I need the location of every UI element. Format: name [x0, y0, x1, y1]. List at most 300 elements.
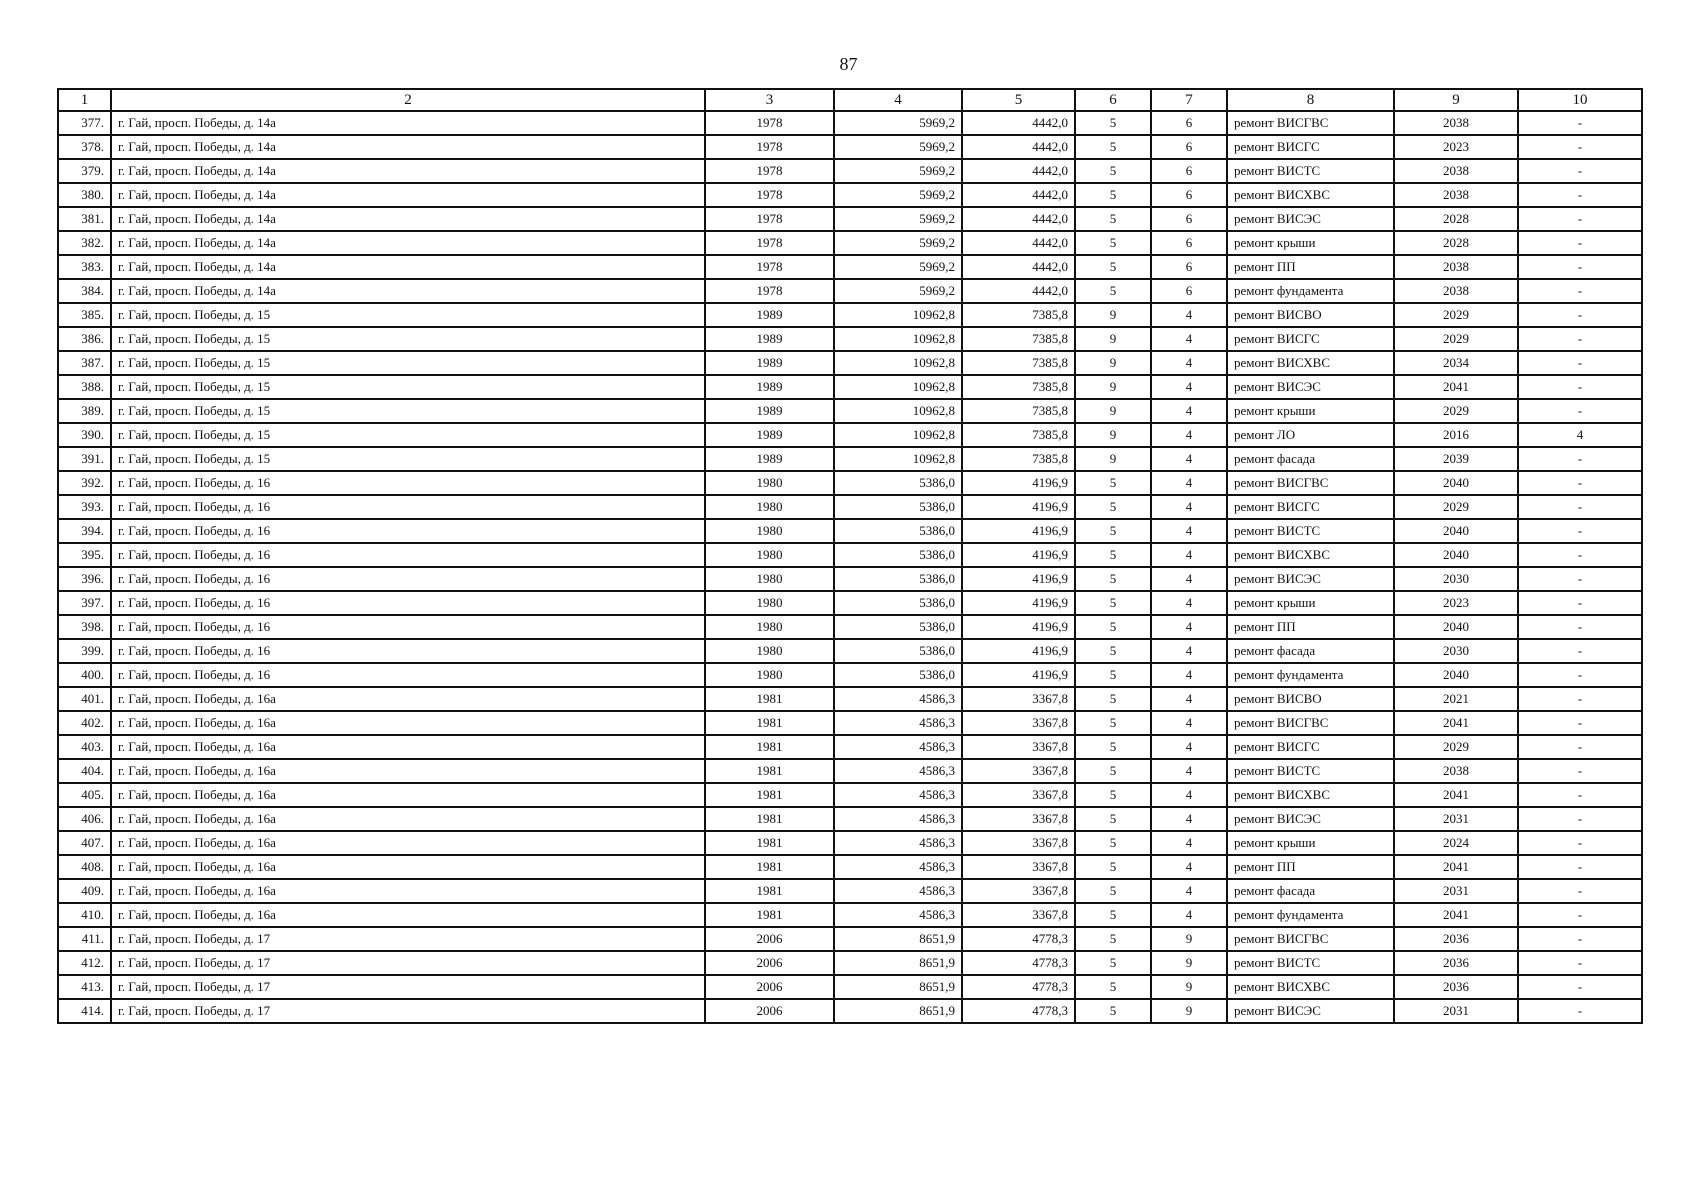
address-cell: г. Гай, просп. Победы, д. 14а: [111, 183, 705, 207]
floors-cell: 5: [1075, 687, 1151, 711]
entrances-cell: 4: [1151, 783, 1227, 807]
entrances-cell: 6: [1151, 159, 1227, 183]
living-area-cell: 7385,8: [962, 303, 1075, 327]
table-row: [58, 471, 1642, 495]
total-area-cell: 4586,3: [834, 855, 962, 879]
planned-year-cell: 2036: [1394, 975, 1518, 999]
column-header: 10: [1518, 89, 1642, 111]
entrances-cell: 9: [1151, 999, 1227, 1023]
entrances-cell: 4: [1151, 567, 1227, 591]
living-area-cell: 4442,0: [962, 135, 1075, 159]
row-number-cell: 392.: [58, 471, 111, 495]
row-number-cell: 402.: [58, 711, 111, 735]
address-cell: г. Гай, просп. Победы, д. 14а: [111, 111, 705, 135]
floors-cell: 5: [1075, 831, 1151, 855]
header-row: [58, 89, 1642, 111]
year-built-cell: 2006: [705, 975, 834, 999]
total-area-cell: 4586,3: [834, 711, 962, 735]
row-number-cell: 410.: [58, 903, 111, 927]
floors-cell: 5: [1075, 927, 1151, 951]
column-10-cell: -: [1518, 735, 1642, 759]
table-container: [57, 88, 1643, 1024]
table-row: [58, 663, 1642, 687]
planned-year-cell: 2036: [1394, 927, 1518, 951]
year-built-cell: 1989: [705, 447, 834, 471]
address-cell: г. Гай, просп. Победы, д. 16: [111, 591, 705, 615]
table-row: [58, 303, 1642, 327]
column-10-cell: -: [1518, 327, 1642, 351]
address-cell: г. Гай, просп. Победы, д. 16: [111, 543, 705, 567]
work-type-cell: ремонт ВИСЭС: [1227, 207, 1394, 231]
table-row: [58, 447, 1642, 471]
living-area-cell: 3367,8: [962, 831, 1075, 855]
living-area-cell: 4778,3: [962, 975, 1075, 999]
living-area-cell: 7385,8: [962, 351, 1075, 375]
planned-year-cell: 2041: [1394, 903, 1518, 927]
table-row: [58, 807, 1642, 831]
floors-cell: 5: [1075, 615, 1151, 639]
year-built-cell: 1980: [705, 567, 834, 591]
address-cell: г. Гай, просп. Победы, д. 16: [111, 519, 705, 543]
entrances-cell: 4: [1151, 831, 1227, 855]
year-built-cell: 1980: [705, 519, 834, 543]
year-built-cell: 1980: [705, 471, 834, 495]
planned-year-cell: 2041: [1394, 711, 1518, 735]
table-row: [58, 135, 1642, 159]
work-type-cell: ремонт ВИСХВС: [1227, 543, 1394, 567]
row-number-cell: 401.: [58, 687, 111, 711]
planned-year-cell: 2029: [1394, 399, 1518, 423]
table-row: [58, 615, 1642, 639]
table-row: [58, 495, 1642, 519]
total-area-cell: 10962,8: [834, 351, 962, 375]
work-type-cell: ремонт ВИСГВС: [1227, 711, 1394, 735]
total-area-cell: 4586,3: [834, 783, 962, 807]
row-number-cell: 399.: [58, 639, 111, 663]
work-type-cell: ремонт фасада: [1227, 447, 1394, 471]
total-area-cell: 5386,0: [834, 567, 962, 591]
work-type-cell: ремонт ВИСТС: [1227, 159, 1394, 183]
floors-cell: 5: [1075, 495, 1151, 519]
year-built-cell: 1980: [705, 543, 834, 567]
column-header: 4: [834, 89, 962, 111]
total-area-cell: 4586,3: [834, 687, 962, 711]
total-area-cell: 10962,8: [834, 423, 962, 447]
table-row: [58, 423, 1642, 447]
table-row: [58, 951, 1642, 975]
column-10-cell: -: [1518, 303, 1642, 327]
column-10-cell: -: [1518, 687, 1642, 711]
work-type-cell: ремонт ВИСГС: [1227, 135, 1394, 159]
living-area-cell: 4196,9: [962, 639, 1075, 663]
row-number-cell: 389.: [58, 399, 111, 423]
living-area-cell: 7385,8: [962, 423, 1075, 447]
planned-year-cell: 2038: [1394, 183, 1518, 207]
total-area-cell: 5969,2: [834, 183, 962, 207]
entrances-cell: 4: [1151, 615, 1227, 639]
living-area-cell: 4778,3: [962, 927, 1075, 951]
column-header: 3: [705, 89, 834, 111]
year-built-cell: 1980: [705, 639, 834, 663]
column-10-cell: -: [1518, 711, 1642, 735]
column-header: 9: [1394, 89, 1518, 111]
total-area-cell: 8651,9: [834, 951, 962, 975]
row-number-cell: 386.: [58, 327, 111, 351]
row-number-cell: 408.: [58, 855, 111, 879]
work-type-cell: ремонт ВИСГВС: [1227, 471, 1394, 495]
year-built-cell: 1989: [705, 375, 834, 399]
year-built-cell: 1981: [705, 831, 834, 855]
entrances-cell: 6: [1151, 183, 1227, 207]
floors-cell: 5: [1075, 111, 1151, 135]
address-cell: г. Гай, просп. Победы, д. 14а: [111, 279, 705, 303]
year-built-cell: 1981: [705, 903, 834, 927]
table-row: [58, 159, 1642, 183]
entrances-cell: 4: [1151, 303, 1227, 327]
entrances-cell: 6: [1151, 255, 1227, 279]
entrances-cell: 4: [1151, 807, 1227, 831]
row-number-cell: 406.: [58, 807, 111, 831]
work-type-cell: ремонт ВИСХВС: [1227, 783, 1394, 807]
planned-year-cell: 2031: [1394, 807, 1518, 831]
living-area-cell: 7385,8: [962, 399, 1075, 423]
living-area-cell: 4196,9: [962, 543, 1075, 567]
column-10-cell: -: [1518, 111, 1642, 135]
total-area-cell: 5386,0: [834, 495, 962, 519]
work-type-cell: ремонт ВИСГВС: [1227, 927, 1394, 951]
entrances-cell: 4: [1151, 327, 1227, 351]
column-10-cell: -: [1518, 399, 1642, 423]
row-number-cell: 409.: [58, 879, 111, 903]
address-cell: г. Гай, просп. Победы, д. 16а: [111, 711, 705, 735]
floors-cell: 9: [1075, 351, 1151, 375]
address-cell: г. Гай, просп. Победы, д. 16а: [111, 783, 705, 807]
total-area-cell: 5969,2: [834, 231, 962, 255]
row-number-cell: 413.: [58, 975, 111, 999]
total-area-cell: 5969,2: [834, 159, 962, 183]
table-row: [58, 567, 1642, 591]
living-area-cell: 4442,0: [962, 207, 1075, 231]
table-row: [58, 375, 1642, 399]
living-area-cell: 4196,9: [962, 615, 1075, 639]
column-header: 7: [1151, 89, 1227, 111]
row-number-cell: 395.: [58, 543, 111, 567]
table-row: [58, 927, 1642, 951]
work-type-cell: ремонт фундамента: [1227, 279, 1394, 303]
entrances-cell: 4: [1151, 903, 1227, 927]
row-number-cell: 388.: [58, 375, 111, 399]
row-number-cell: 398.: [58, 615, 111, 639]
planned-year-cell: 2041: [1394, 783, 1518, 807]
planned-year-cell: 2024: [1394, 831, 1518, 855]
floors-cell: 5: [1075, 231, 1151, 255]
total-area-cell: 5386,0: [834, 615, 962, 639]
column-10-cell: -: [1518, 855, 1642, 879]
floors-cell: 5: [1075, 519, 1151, 543]
planned-year-cell: 2023: [1394, 591, 1518, 615]
year-built-cell: 1978: [705, 255, 834, 279]
table-row: [58, 687, 1642, 711]
floors-cell: 5: [1075, 207, 1151, 231]
floors-cell: 5: [1075, 279, 1151, 303]
floors-cell: 9: [1075, 447, 1151, 471]
floors-cell: 5: [1075, 255, 1151, 279]
row-number-cell: 412.: [58, 951, 111, 975]
total-area-cell: 4586,3: [834, 831, 962, 855]
address-cell: г. Гай, просп. Победы, д. 15: [111, 375, 705, 399]
year-built-cell: 2006: [705, 999, 834, 1023]
floors-cell: 5: [1075, 855, 1151, 879]
entrances-cell: 4: [1151, 759, 1227, 783]
planned-year-cell: 2038: [1394, 279, 1518, 303]
year-built-cell: 1989: [705, 303, 834, 327]
entrances-cell: 4: [1151, 663, 1227, 687]
column-10-cell: -: [1518, 231, 1642, 255]
planned-year-cell: 2040: [1394, 543, 1518, 567]
planned-year-cell: 2029: [1394, 735, 1518, 759]
living-area-cell: 4196,9: [962, 495, 1075, 519]
living-area-cell: 3367,8: [962, 879, 1075, 903]
total-area-cell: 10962,8: [834, 399, 962, 423]
column-10-cell: -: [1518, 879, 1642, 903]
total-area-cell: 5386,0: [834, 519, 962, 543]
table-row: [58, 759, 1642, 783]
work-type-cell: ремонт ВИСТС: [1227, 951, 1394, 975]
row-number-cell: 378.: [58, 135, 111, 159]
address-cell: г. Гай, просп. Победы, д. 16а: [111, 879, 705, 903]
row-number-cell: 404.: [58, 759, 111, 783]
entrances-cell: 6: [1151, 279, 1227, 303]
floors-cell: 9: [1075, 423, 1151, 447]
column-10-cell: -: [1518, 159, 1642, 183]
living-area-cell: 4442,0: [962, 255, 1075, 279]
column-10-cell: -: [1518, 903, 1642, 927]
planned-year-cell: 2041: [1394, 375, 1518, 399]
column-10-cell: -: [1518, 639, 1642, 663]
total-area-cell: 5386,0: [834, 639, 962, 663]
total-area-cell: 10962,8: [834, 375, 962, 399]
table-row: [58, 639, 1642, 663]
address-cell: г. Гай, просп. Победы, д. 16: [111, 615, 705, 639]
row-number-cell: 377.: [58, 111, 111, 135]
row-number-cell: 414.: [58, 999, 111, 1023]
work-type-cell: ремонт ВИСЭС: [1227, 567, 1394, 591]
address-cell: г. Гай, просп. Победы, д. 17: [111, 999, 705, 1023]
floors-cell: 5: [1075, 591, 1151, 615]
work-type-cell: ремонт ВИСГС: [1227, 735, 1394, 759]
address-cell: г. Гай, просп. Победы, д. 15: [111, 423, 705, 447]
address-cell: г. Гай, просп. Победы, д. 16а: [111, 855, 705, 879]
address-cell: г. Гай, просп. Победы, д. 14а: [111, 231, 705, 255]
work-type-cell: ремонт фасада: [1227, 639, 1394, 663]
row-number-cell: 407.: [58, 831, 111, 855]
floors-cell: 5: [1075, 159, 1151, 183]
entrances-cell: 4: [1151, 375, 1227, 399]
total-area-cell: 5969,2: [834, 135, 962, 159]
total-area-cell: 10962,8: [834, 303, 962, 327]
living-area-cell: 4442,0: [962, 111, 1075, 135]
row-number-cell: 394.: [58, 519, 111, 543]
column-10-cell: -: [1518, 351, 1642, 375]
row-number-cell: 403.: [58, 735, 111, 759]
planned-year-cell: 2028: [1394, 231, 1518, 255]
row-number-cell: 382.: [58, 231, 111, 255]
row-number-cell: 411.: [58, 927, 111, 951]
year-built-cell: 1978: [705, 279, 834, 303]
floors-cell: 5: [1075, 879, 1151, 903]
planned-year-cell: 2041: [1394, 855, 1518, 879]
column-10-cell: -: [1518, 975, 1642, 999]
table-row: [58, 975, 1642, 999]
entrances-cell: 4: [1151, 543, 1227, 567]
total-area-cell: 5386,0: [834, 543, 962, 567]
work-type-cell: ремонт ВИСХВС: [1227, 975, 1394, 999]
floors-cell: 9: [1075, 303, 1151, 327]
column-10-cell: -: [1518, 999, 1642, 1023]
floors-cell: 5: [1075, 471, 1151, 495]
planned-year-cell: 2030: [1394, 639, 1518, 663]
address-cell: г. Гай, просп. Победы, д. 16а: [111, 687, 705, 711]
entrances-cell: 4: [1151, 447, 1227, 471]
address-cell: г. Гай, просп. Победы, д. 14а: [111, 207, 705, 231]
column-10-cell: -: [1518, 543, 1642, 567]
column-10-cell: -: [1518, 279, 1642, 303]
table-row: [58, 255, 1642, 279]
year-built-cell: 1981: [705, 759, 834, 783]
year-built-cell: 1980: [705, 615, 834, 639]
living-area-cell: 7385,8: [962, 447, 1075, 471]
year-built-cell: 1978: [705, 111, 834, 135]
table-row: [58, 231, 1642, 255]
year-built-cell: 1980: [705, 591, 834, 615]
work-type-cell: ремонт ВИСЭС: [1227, 999, 1394, 1023]
living-area-cell: 4196,9: [962, 591, 1075, 615]
living-area-cell: 4778,3: [962, 999, 1075, 1023]
address-cell: г. Гай, просп. Победы, д. 16а: [111, 735, 705, 759]
column-header: 6: [1075, 89, 1151, 111]
total-area-cell: 10962,8: [834, 327, 962, 351]
living-area-cell: 4442,0: [962, 279, 1075, 303]
floors-cell: 5: [1075, 711, 1151, 735]
entrances-cell: 6: [1151, 207, 1227, 231]
column-10-cell: -: [1518, 807, 1642, 831]
table-row: [58, 183, 1642, 207]
year-built-cell: 2006: [705, 927, 834, 951]
address-cell: г. Гай, просп. Победы, д. 15: [111, 303, 705, 327]
total-area-cell: 5386,0: [834, 471, 962, 495]
year-built-cell: 1981: [705, 687, 834, 711]
work-type-cell: ремонт крыши: [1227, 591, 1394, 615]
total-area-cell: 4586,3: [834, 879, 962, 903]
column-10-cell: -: [1518, 759, 1642, 783]
row-number-cell: 380.: [58, 183, 111, 207]
entrances-cell: 4: [1151, 687, 1227, 711]
row-number-cell: 387.: [58, 351, 111, 375]
living-area-cell: 3367,8: [962, 903, 1075, 927]
year-built-cell: 1989: [705, 327, 834, 351]
planned-year-cell: 2040: [1394, 615, 1518, 639]
year-built-cell: 1981: [705, 783, 834, 807]
table-row: [58, 783, 1642, 807]
living-area-cell: 4196,9: [962, 663, 1075, 687]
living-area-cell: 4442,0: [962, 231, 1075, 255]
table-body: [58, 111, 1642, 1023]
address-cell: г. Гай, просп. Победы, д. 16: [111, 639, 705, 663]
planned-year-cell: 2040: [1394, 471, 1518, 495]
entrances-cell: 4: [1151, 399, 1227, 423]
floors-cell: 5: [1075, 183, 1151, 207]
planned-year-cell: 2038: [1394, 111, 1518, 135]
address-cell: г. Гай, просп. Победы, д. 16: [111, 471, 705, 495]
row-number-cell: 400.: [58, 663, 111, 687]
row-number-cell: 405.: [58, 783, 111, 807]
entrances-cell: 6: [1151, 231, 1227, 255]
floors-cell: 9: [1075, 399, 1151, 423]
entrances-cell: 4: [1151, 495, 1227, 519]
work-type-cell: ремонт ВИСЭС: [1227, 375, 1394, 399]
column-10-cell: -: [1518, 951, 1642, 975]
column-header: 2: [111, 89, 705, 111]
total-area-cell: 4586,3: [834, 759, 962, 783]
address-cell: г. Гай, просп. Победы, д. 16а: [111, 759, 705, 783]
living-area-cell: 3367,8: [962, 735, 1075, 759]
address-cell: г. Гай, просп. Победы, д. 16: [111, 663, 705, 687]
work-type-cell: ремонт крыши: [1227, 231, 1394, 255]
work-type-cell: ремонт ВИСГВС: [1227, 111, 1394, 135]
row-number-cell: 397.: [58, 591, 111, 615]
table-row: [58, 903, 1642, 927]
column-header: 5: [962, 89, 1075, 111]
address-cell: г. Гай, просп. Победы, д. 14а: [111, 255, 705, 279]
column-10-cell: -: [1518, 927, 1642, 951]
column-header: 1: [58, 89, 111, 111]
work-type-cell: ремонт фасада: [1227, 879, 1394, 903]
year-built-cell: 1981: [705, 855, 834, 879]
address-cell: г. Гай, просп. Победы, д. 16а: [111, 831, 705, 855]
address-cell: г. Гай, просп. Победы, д. 14а: [111, 135, 705, 159]
address-cell: г. Гай, просп. Победы, д. 14а: [111, 159, 705, 183]
total-area-cell: 5969,2: [834, 279, 962, 303]
living-area-cell: 4778,3: [962, 951, 1075, 975]
total-area-cell: 4586,3: [834, 903, 962, 927]
entrances-cell: 4: [1151, 855, 1227, 879]
table-row: [58, 831, 1642, 855]
floors-cell: 5: [1075, 135, 1151, 159]
work-type-cell: ремонт ВИСГС: [1227, 495, 1394, 519]
year-built-cell: 1978: [705, 183, 834, 207]
entrances-cell: 4: [1151, 351, 1227, 375]
table-row: [58, 879, 1642, 903]
column-10-cell: -: [1518, 135, 1642, 159]
work-type-cell: ремонт крыши: [1227, 399, 1394, 423]
year-built-cell: 1978: [705, 207, 834, 231]
planned-year-cell: 2034: [1394, 351, 1518, 375]
row-number-cell: 385.: [58, 303, 111, 327]
living-area-cell: 3367,8: [962, 807, 1075, 831]
planned-year-cell: 2028: [1394, 207, 1518, 231]
row-number-cell: 391.: [58, 447, 111, 471]
table-row: [58, 543, 1642, 567]
table-row: [58, 207, 1642, 231]
floors-cell: 5: [1075, 543, 1151, 567]
living-area-cell: 3367,8: [962, 855, 1075, 879]
work-type-cell: ремонт ВИСВО: [1227, 687, 1394, 711]
work-type-cell: ремонт ВИСГС: [1227, 327, 1394, 351]
living-area-cell: 3367,8: [962, 759, 1075, 783]
year-built-cell: 1980: [705, 663, 834, 687]
work-type-cell: ремонт ЛО: [1227, 423, 1394, 447]
planned-year-cell: 2016: [1394, 423, 1518, 447]
